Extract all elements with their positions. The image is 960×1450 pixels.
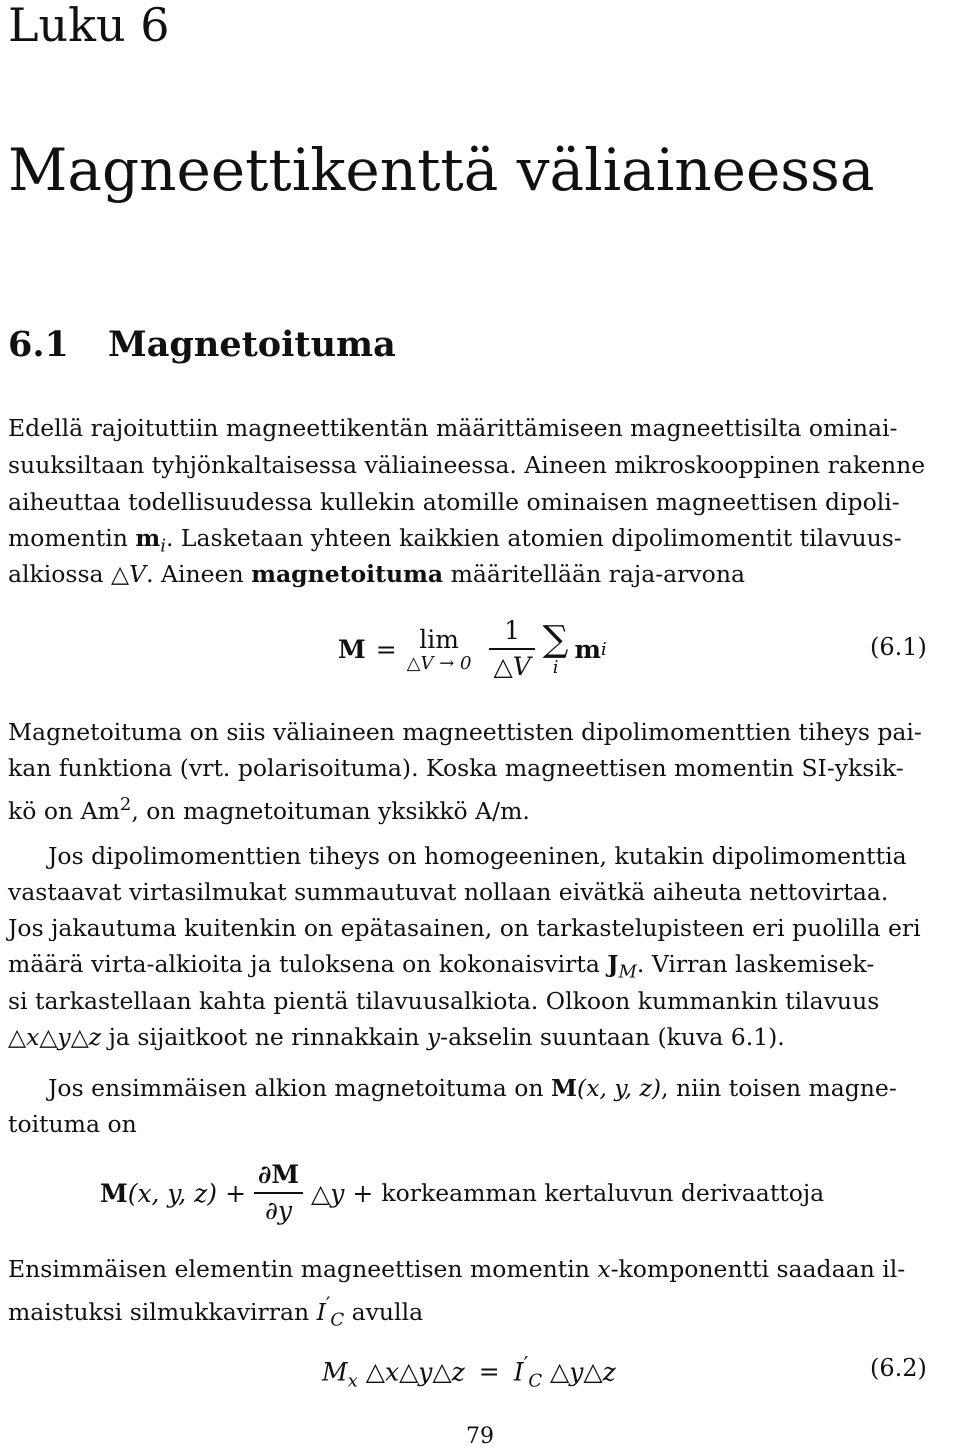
dipole-moment-symbol: m (135, 524, 161, 552)
equation-6-2: $M_x$ △x△y△z = $I'_C$ △y△z (322, 1352, 616, 1392)
text-line: si tarkastellaan kahta pientä tilavuusalkiota. Olkoon kummankin tilavuus (8, 987, 880, 1015)
text-line: vastaavat virtasilmukat summautuvat nollaan eivätkä aiheuta nettovirtaa. (8, 878, 889, 906)
text-line: määrä virta-alkioita ja tuloksena on kokonaisvirta $J_M$. Virran laskemisek- (8, 950, 875, 983)
text-line: Ensimmäisen elementin magneettisen momentin x-komponentti saadaan il- (8, 1255, 906, 1283)
text-line: toituma on (8, 1110, 137, 1138)
text-line: maistuksi silmukkavirran $I'_C$ avulla (8, 1293, 424, 1331)
equation-number: (6.2) (870, 1354, 927, 1382)
section-title: Magnetoituma (108, 324, 396, 365)
equation-6-1: M = lim △V → 0 $\frac{1}{\triangle V}$ ∑ i m i (338, 604, 607, 694)
text-line: momentin $m_i$. Lasketaan yhteen kaikkien atomien dipolimomentit tilavuus- (8, 524, 902, 557)
text-line: Jos ensimmäisen alkion magnetoituma on M(x, y, z), niin toisen magne- (48, 1074, 897, 1102)
text-line: aiheuttaa todellisuudessa kullekin atomille ominaisen magneettisen dipoli- (8, 488, 900, 516)
term-magnetoituma: magnetoituma (251, 560, 444, 588)
chapter-title: Magneettikenttä väliaineessa (8, 136, 875, 204)
text-line: kö on Am$^2$, on magnetoituman yksikkö A/m. (8, 794, 530, 825)
text-line: △x△y△z ja sijaitkoot ne rinnakkain y-akselin suuntaan (kuva 6.1). (8, 1023, 785, 1051)
chapter-label: Luku 6 (8, 0, 170, 52)
page-number: 79 (466, 1424, 494, 1449)
partial-derivative: $\frac{\partial M}{\partial y}$ (254, 1158, 303, 1228)
taylor-expansion: M (x, y, z) + $\frac{\partial M}{\partial y}$ △ y + korkeamman kertaluvun derivaattoja (100, 1152, 824, 1234)
text-line: Jos jakautuma kuitenkin on epätasainen, on tarkastelupisteen eri puolilla eri (8, 914, 921, 942)
text-line: kan funktiona (vrt. polarisoituma). Koska magneettisen momentin SI-yksik- (8, 754, 904, 782)
text-line: Edellä rajoituttiin magneettikentän määrittämiseen magneettisilta ominai- (8, 414, 898, 442)
text-line: Jos dipolimomenttien tiheys on homogeeninen, kutakin dipolimomenttia (48, 842, 907, 870)
summation: ∑ i (542, 619, 569, 678)
section-heading (8, 324, 396, 366)
fraction: $\frac{1}{\triangle V}$ (489, 614, 534, 684)
section-number: 6.1 (8, 324, 69, 365)
equation-number: (6.1) (870, 633, 927, 661)
text-line: alkiossa △V. Aineen magnetoituma määritellään raja-arvona (8, 560, 745, 588)
text-line: suuksiltaan tyhjönkaltaisessa väliaineessa. Aineen mikroskooppinen rakenne (8, 451, 926, 479)
limit: lim △V → 0 (406, 624, 472, 674)
text-line: Magnetoituma on siis väliaineen magneettisten dipolimomenttien tiheys pai- (8, 718, 922, 746)
